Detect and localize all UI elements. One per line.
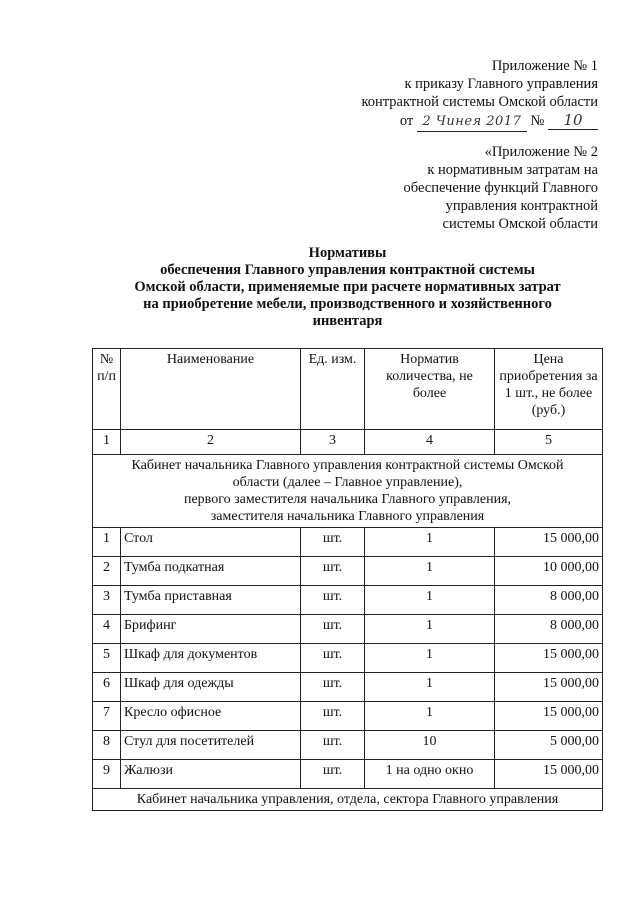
row-price: 15 000,00 bbox=[495, 702, 603, 731]
header-name: Наименование bbox=[121, 349, 301, 430]
section-heading-line: Кабинет начальника Главного управления контрактной системы Омской bbox=[131, 458, 564, 473]
row-num: 3 bbox=[93, 586, 121, 615]
row-num: 8 bbox=[93, 731, 121, 760]
row-name: Жалюзи bbox=[121, 760, 301, 789]
table-row bbox=[93, 673, 603, 702]
appendix-1-header bbox=[361, 57, 598, 132]
header-num: № п/п bbox=[93, 349, 121, 430]
row-num: 6 bbox=[93, 673, 121, 702]
section-heading-row bbox=[93, 455, 603, 528]
appendix-1-line: к приказу Главного управления bbox=[404, 76, 598, 92]
title-line: Нормативы bbox=[308, 245, 387, 261]
row-name: Тумба приставная bbox=[121, 586, 301, 615]
column-number: 5 bbox=[495, 430, 603, 455]
row-price: 15 000,00 bbox=[495, 673, 603, 702]
appendix-2-title: «Приложение № 2 bbox=[484, 144, 598, 160]
row-qty: 1 bbox=[365, 673, 495, 702]
norms-table bbox=[92, 348, 603, 811]
number-prefix: № bbox=[530, 113, 545, 129]
column-number: 3 bbox=[301, 430, 365, 455]
column-number: 4 bbox=[365, 430, 495, 455]
row-qty: 1 bbox=[365, 586, 495, 615]
section-heading-line: первого заместителя начальника Главного управления, bbox=[183, 492, 512, 507]
row-num: 2 bbox=[93, 557, 121, 586]
row-name: Кресло офисное bbox=[121, 702, 301, 731]
handwritten-number: 10 bbox=[548, 111, 598, 130]
title-line: инвентаря bbox=[312, 313, 383, 329]
row-price: 5 000,00 bbox=[495, 731, 603, 760]
row-num: 9 bbox=[93, 760, 121, 789]
row-name: Тумба подкатная bbox=[121, 557, 301, 586]
appendix-1-line: контрактной системы Омской области bbox=[361, 94, 598, 110]
row-unit: шт. bbox=[301, 557, 365, 586]
row-name: Шкаф для одежды bbox=[121, 673, 301, 702]
row-num: 1 bbox=[93, 528, 121, 557]
table-row bbox=[93, 731, 603, 760]
row-name: Стол bbox=[121, 528, 301, 557]
column-number: 2 bbox=[121, 430, 301, 455]
row-name: Шкаф для документов bbox=[121, 644, 301, 673]
header-unit: Ед. изм. bbox=[301, 349, 365, 430]
title-line: на приобретение мебели, производственного и хозяйственного bbox=[143, 296, 552, 312]
row-qty: 1 bbox=[365, 702, 495, 731]
column-number: 1 bbox=[93, 430, 121, 455]
section-heading-row bbox=[93, 789, 603, 811]
row-unit: шт. bbox=[301, 760, 365, 789]
row-price: 10 000,00 bbox=[495, 557, 603, 586]
title-line: Омской области, применяемые при расчете нормативных затрат bbox=[134, 279, 561, 295]
title-line: обеспечения Главного управления контрактной системы bbox=[160, 262, 535, 278]
row-qty: 1 bbox=[365, 644, 495, 673]
row-qty: 1 bbox=[365, 528, 495, 557]
section-heading-line: заместителя начальника Главного управления bbox=[210, 509, 485, 524]
order-date-line bbox=[361, 111, 598, 132]
table-row bbox=[93, 760, 603, 789]
row-unit: шт. bbox=[301, 673, 365, 702]
table-row bbox=[93, 528, 603, 557]
row-price: 8 000,00 bbox=[495, 586, 603, 615]
row-price: 15 000,00 bbox=[495, 528, 603, 557]
section-heading bbox=[93, 455, 603, 528]
table-row bbox=[93, 557, 603, 586]
section-heading: Кабинет начальника управления, отдела, сектора Главного управления bbox=[93, 789, 603, 811]
row-unit: шт. bbox=[301, 615, 365, 644]
row-unit: шт. bbox=[301, 731, 365, 760]
row-num: 7 bbox=[93, 702, 121, 731]
date-prefix: от bbox=[399, 113, 414, 129]
column-number-row bbox=[93, 430, 603, 455]
table-header-row bbox=[93, 349, 603, 430]
row-name: Стул для посетителей bbox=[121, 731, 301, 760]
table-row bbox=[93, 644, 603, 673]
section-heading-line: области (далее – Главное управление), bbox=[232, 475, 463, 490]
row-name: Брифинг bbox=[121, 615, 301, 644]
table-row bbox=[93, 702, 603, 731]
row-unit: шт. bbox=[301, 702, 365, 731]
row-num: 5 bbox=[93, 644, 121, 673]
row-price: 8 000,00 bbox=[495, 615, 603, 644]
row-qty: 1 bbox=[365, 615, 495, 644]
appendix-2-header bbox=[404, 143, 598, 233]
appendix-2-line: обеспечение функций Главного bbox=[403, 180, 598, 196]
header-price: Цена приобретения за 1 шт., не более (руб.) bbox=[495, 349, 603, 430]
row-unit: шт. bbox=[301, 528, 365, 557]
row-price: 15 000,00 bbox=[495, 644, 603, 673]
row-num: 4 bbox=[93, 615, 121, 644]
appendix-2-line: к нормативным затратам на bbox=[427, 162, 598, 178]
row-unit: шт. bbox=[301, 644, 365, 673]
row-qty: 10 bbox=[365, 731, 495, 760]
appendix-1-title: Приложение № 1 bbox=[491, 58, 598, 74]
row-price: 15 000,00 bbox=[495, 760, 603, 789]
header-qty: Норматив количества, не более bbox=[365, 349, 495, 430]
appendix-2-line: управления контрактной bbox=[445, 198, 598, 214]
handwritten-date: 2 Чинея 2017 bbox=[417, 113, 527, 132]
document-title bbox=[90, 245, 605, 330]
table-row bbox=[93, 615, 603, 644]
row-qty: 1 bbox=[365, 557, 495, 586]
appendix-2-line: системы Омской области bbox=[442, 216, 598, 232]
row-qty: 1 на одно окно bbox=[365, 760, 495, 789]
row-unit: шт. bbox=[301, 586, 365, 615]
table-row bbox=[93, 586, 603, 615]
